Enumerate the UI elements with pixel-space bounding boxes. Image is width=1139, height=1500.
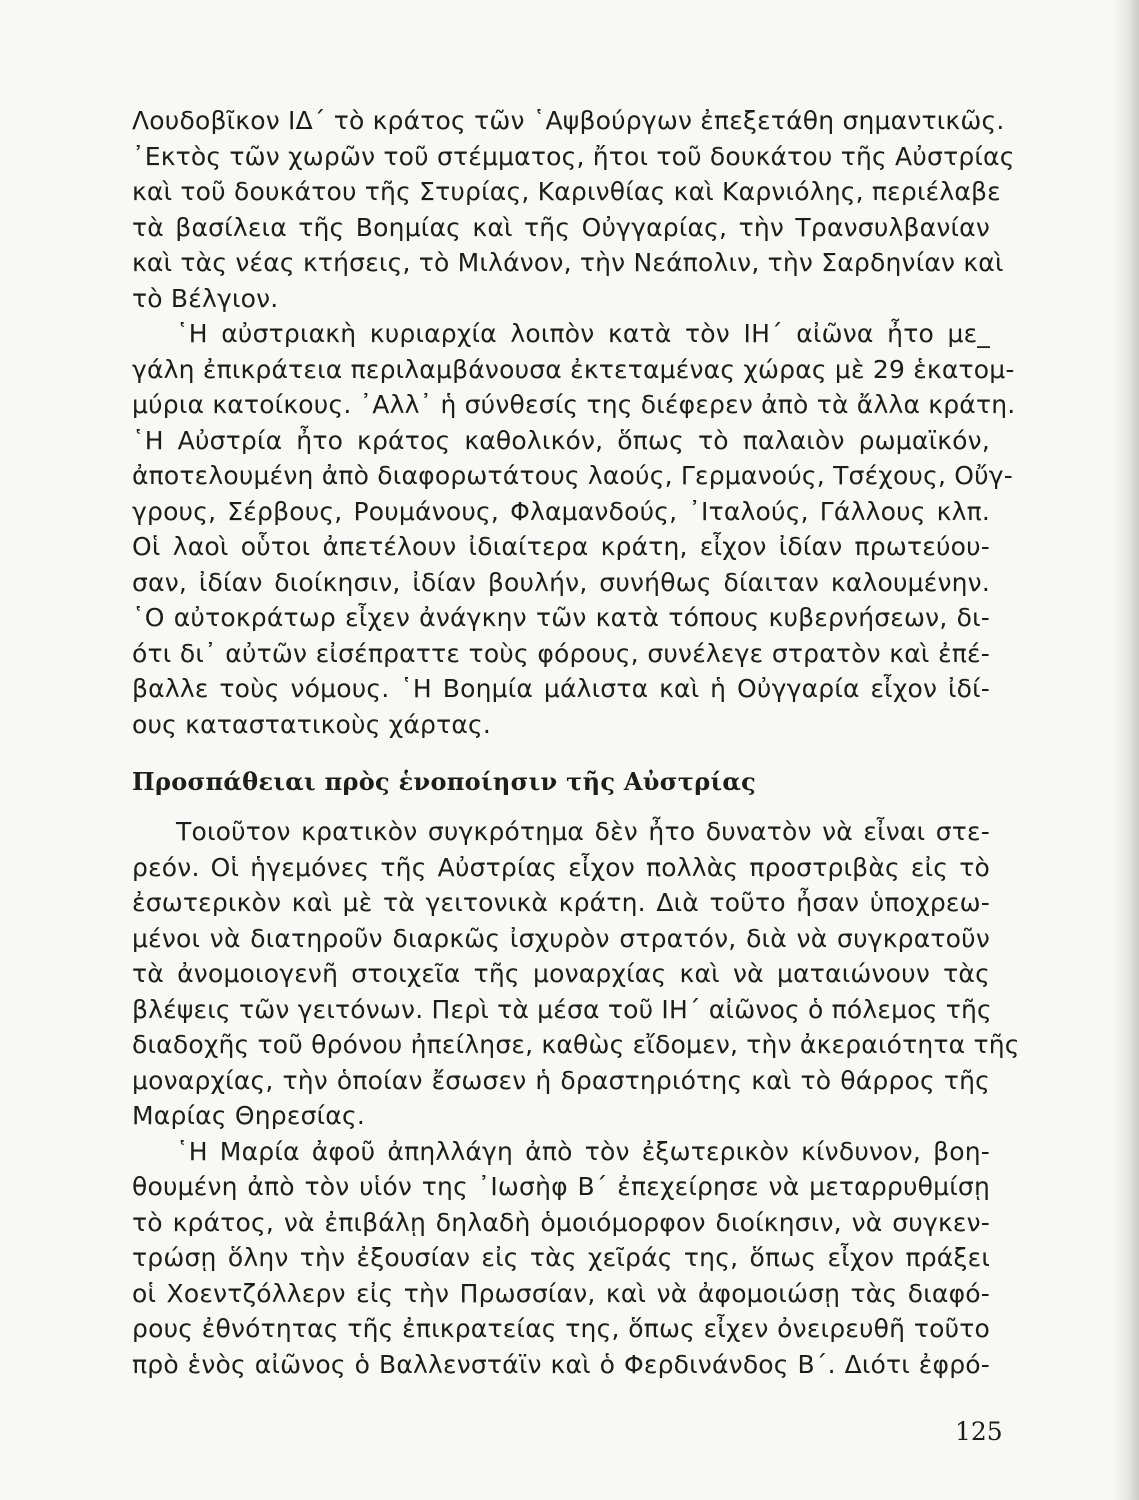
spine-shadow [1113,0,1139,1500]
text-line: ῾Η Μαρία ἀφοῦ ἀπηλλάγη ἀπὸ τὸν ἐξωτερικὸν κίνδυνον, βοη- [176,1136,990,1166]
text-line: θουμένη ἀπὸ τὸν υἱόν της ᾿Ιωσὴφ Β΄ ἐπεχείρησε νὰ μεταρρυθμίσῃ [132,1172,990,1201]
section-heading: Προσπάθειαι πρὸς ἑνοποίησιν τῆς Αὐστρίας [132,767,757,796]
text-line: μοναρχίας, τὴν ὁποίαν ἔσωσεν ἡ δραστηριότης καὶ τὸ θάρρος τῆς [132,1065,990,1095]
text-line: οἱ Χοεντζόλλερν εἰς τὴν Πρωσσίαν, καὶ νὰ ἀφομοιώσῃ τὰς διαφό- [132,1278,990,1308]
text-line: Οἱ λαοὶ οὗτοι ἀπετέλουν ἰδιαίτερα κράτη, εἶχον ἰδίαν πρωτεύου- [132,532,990,561]
text-line: μένοι νὰ διατηροῦν διαρκῶς ἰσχυρὸν στρατόν, διὰ νὰ συγκρατοῦν [132,923,990,953]
text-line: πρὸ ἑνὸς αἰῶνος ὁ Βαλλενστάϊν καὶ ὁ Φερδινάνδος Β΄. Διότι ἐφρό- [132,1349,990,1379]
text-line: καὶ τὰς νέας κτήσεις, τὸ Μιλάνον, τὴν Νεάπολιν, τὴν Σαρδηνίαν καὶ [132,248,1004,277]
text-body [132,103,1020,1382]
text-line: γρους, Σέρβους, Ρουμάνους, Φλαμανδούς, ᾿Ιταλούς, Γάλλους κλπ. [132,496,990,526]
text-line: ους καταστατικοὺς χάρτας. [132,709,492,739]
text-line: βαλλε τοὺς νόμους. ῾Η Βοημία μάλιστα καὶ ἡ Οὐγγαρία εἶχον ἰδί- [132,674,990,703]
text-line: τὸ Βέλγιον. [132,283,279,313]
text-line: ᾿Εκτὸς τῶν χωρῶν τοῦ στέμματος, ἤτοι τοῦ δουκάτου τῆς Αὐστρίας [132,141,1015,171]
text-line: ότι δι᾿ αὐτῶν εἰσέπραττε τοὺς φόρους, συνέλεγε στρατὸν καὶ ἐπέ- [132,638,990,668]
paragraph-4 [132,1134,1002,1383]
text-line: σαν, ἰδίαν διοίκησιν, ἰδίαν βουλήν, συνήθως δίαιταν καλουμένην. [132,567,990,597]
text-line: Λουδοβῖκον ΙΔ΄ τὸ κράτος τῶν ῾Αψβούργων ἐπεξετάθη σημαντικῶς. [132,106,1005,135]
text-line: διαδοχῆς τοῦ θρόνου ἠπείλησε, καθὼς εἴδομεν, τὴν ἀκεραιότητα τῆς [132,1030,1020,1059]
text-line: βλέψεις τῶν γειτόνων. Περὶ τὰ μέσα τοῦ ΙΗ΄ αἰῶνος ὁ πόλεμος τῆς [132,994,992,1024]
text-line: Μαρίας Θηρεσίας. [132,1101,365,1130]
paragraph-2 [132,316,1016,742]
text-line: ἀποτελουμένη ἀπὸ διαφορωτάτους λαούς, Γερμανούς, Τσέχους, Οὔγ- [132,461,1014,490]
text-line: γάλη ἐπικράτεια περιλαμβάνουσα ἐκτεταμένας χώρας μὲ 29 ἑκατομ- [132,354,1015,384]
text-line: ῾Η Αὐστρία ἦτο κράτος καθολικόν, ὅπως τὸ παλαιὸν ρωμαϊκόν, [132,425,990,455]
text-line: Τοιοῦτον κρατικὸν συγκρότημα δὲν ἦτο δυνατὸν νὰ εἶναι στε- [176,817,990,846]
paragraph-1 [132,103,1015,316]
paragraph-3 [132,814,1020,1134]
text-line: ρους ἐθνότητας τῆς ἐπικρατείας της, ὅπως εἶχεν ὀνειρευθῆ τοῦτο [132,1314,990,1343]
text-line: τὰ ἀνομοιογενῆ στοιχεῖα τῆς μοναρχίας καὶ νὰ ματαιώνουν τὰς [132,959,990,988]
text-line: ρεόν. Οἱ ἡγεμόνες τῆς Αὐστρίας εἶχον πολλὰς προστριβὰς εἰς τὸ [132,852,990,882]
text-line: καὶ τοῦ δουκάτου τῆς Στυρίας, Καρινθίας καὶ Καρνιόλης, περιέλαβε [132,177,1001,206]
text-line: μύρια κατοίκους. ᾿Αλλ᾿ ἡ σύνθεσίς της διέφερεν ἀπὸ τὰ ἄλλα κράτη. [132,390,1016,419]
text-line: τὰ βασίλεια τῆς Βοημίας καὶ τῆς Οὐγγαρίας, τὴν Τρανσυλβανίαν [132,212,990,242]
text-line: τρώσῃ ὅλην τὴν ἐξουσίαν εἰς τὰς χεῖράς της, ὅπως εἶχον πράξει [132,1243,990,1272]
text-line: ἐσωτερικὸν καὶ μὲ τὰ γειτονικὰ κράτη. Διὰ τοῦτο ἦσαν ὑποχρεω- [132,888,990,917]
page-number: 125 [955,1417,1003,1446]
text-line: ῾Ο αὐτοκράτωρ εἶχεν ἀνάγκην τῶν κατὰ τόπους κυβερνήσεων, δι- [132,603,990,632]
text-line: τὸ κράτος, νὰ ἐπιβάλῃ δηλαδὴ ὁμοιόμορφον διοίκησιν, νὰ συγκεν- [132,1207,990,1237]
text-line: ῾Η αὐστριακὴ κυριαρχία λοιπὸν κατὰ τὸν ΙΗ΄ αἰῶνα ἦτο με_ [176,319,990,348]
